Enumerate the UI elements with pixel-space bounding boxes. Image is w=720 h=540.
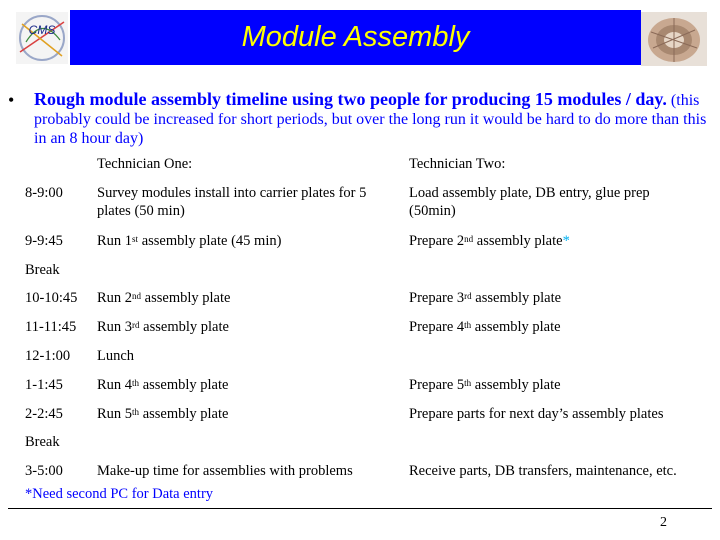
- task-text: Run 5: [97, 406, 133, 422]
- page-number: 2: [660, 515, 667, 530]
- task-text: Prepare 5: [409, 377, 465, 393]
- bullet-text: [34, 90, 708, 148]
- row-time: 8-9:00: [25, 185, 63, 201]
- ordinal-suffix: th: [464, 320, 472, 330]
- row-tech-one-task: [97, 318, 229, 336]
- bullet-bold-text: Rough module assembly timeline using two people for producing 15 modules / day.: [34, 89, 667, 109]
- page-title: Module Assembly: [241, 21, 470, 53]
- task-text: Prepare 3: [409, 290, 465, 306]
- row-tech-two-task: [409, 289, 561, 307]
- row-tech-one-task: [97, 376, 228, 394]
- ordinal-suffix: th: [132, 407, 140, 417]
- break-label: Break: [25, 434, 60, 450]
- row-time: 1-1:45: [25, 377, 63, 393]
- row-tech-two-task: [409, 232, 570, 250]
- ordinal-suffix: st: [132, 234, 139, 244]
- bullet-rest-text: (this probably could be increased for short periods, but over the long run it would be hard to do more than this in an 8 hour day): [34, 92, 707, 147]
- row-time: 10-10:45: [25, 290, 78, 306]
- row-tech-one-task: Survey modules install into carrier plates for 5 plates (50 min): [97, 185, 367, 219]
- row-tech-one-task: [97, 405, 228, 423]
- title-bar: [70, 10, 641, 65]
- row-tech-one-task: [97, 289, 230, 307]
- row-time: 2-2:45: [25, 406, 63, 422]
- row-tech-one-task: Lunch: [97, 348, 135, 364]
- task-text: assembly plate: [471, 377, 561, 393]
- detector-photo: [641, 12, 707, 66]
- bullet-dot: •: [8, 90, 15, 110]
- task-text: assembly plate: [471, 319, 561, 335]
- task-text: assembly plate: [139, 319, 229, 335]
- row-tech-two-task: Load assembly plate, DB entry, glue prep (50min): [409, 185, 650, 219]
- ordinal-suffix: nd: [132, 291, 142, 301]
- break-label: Break: [25, 262, 60, 278]
- ordinal-suffix: th: [464, 378, 472, 388]
- task-text: Run 3: [97, 319, 133, 335]
- task-text: assembly plate: [471, 290, 562, 306]
- row-time: 11-11:45: [25, 319, 77, 335]
- task-text: assembly plate: [473, 233, 563, 249]
- footnote: *Need second PC for Data entry: [25, 486, 214, 502]
- task-text: Prepare 4: [409, 319, 465, 335]
- task-text: Prepare 2: [409, 233, 465, 249]
- task-text: assembly plate: [139, 377, 229, 393]
- ordinal-suffix: rd: [464, 291, 472, 301]
- ordinal-suffix: nd: [464, 234, 474, 244]
- row-tech-two-task: Prepare parts for next day’s assembly plates: [409, 406, 664, 422]
- bullet-point: [8, 90, 708, 148]
- task-text: Run 1: [97, 233, 133, 249]
- row-tech-two-task: [409, 376, 561, 394]
- header-technician-one: Technician One:: [97, 156, 193, 172]
- ordinal-suffix: rd: [132, 320, 140, 330]
- row-tech-two-task: [409, 318, 561, 336]
- cms-logo: [16, 12, 68, 64]
- ordinal-suffix: th: [132, 378, 140, 388]
- task-text: Run 2: [97, 290, 133, 306]
- row-time: 9-9:45: [25, 233, 63, 249]
- row-time: 3-5:00: [25, 463, 63, 479]
- footnote-marker: *: [562, 233, 570, 249]
- row-tech-one-task: [97, 232, 281, 250]
- cms-logo-text: CMS: [28, 23, 56, 37]
- header-technician-two: Technician Two:: [409, 156, 506, 172]
- task-text: Run 4: [97, 377, 133, 393]
- task-text: assembly plate: [141, 290, 231, 306]
- row-tech-one-task: Make-up time for assemblies with problems: [97, 463, 353, 479]
- task-text: assembly plate: [139, 406, 229, 422]
- task-text: assembly plate (45 min): [138, 233, 282, 249]
- row-tech-two-task: Receive parts, DB transfers, maintenance, etc.: [409, 463, 677, 479]
- row-time: 12-1:00: [25, 348, 71, 364]
- footer-divider: [8, 508, 712, 509]
